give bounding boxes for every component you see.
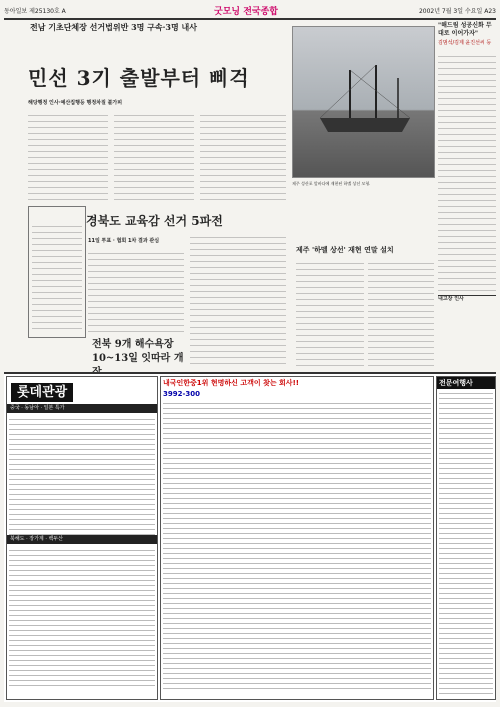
ad1-row2: 북해도 · 장가계 · 백두산 [7,535,157,544]
ad1-listing-b [9,546,155,686]
photo-caption: 제주 성산포 앞바다에 재현된 하멜 상선 모형. [292,181,371,186]
article1-headline: 민선 3기 출발부터 삐걱 [28,66,250,90]
ad2-phone: 3992-300 [163,390,200,398]
section-title: 굿모닝 전국종합 [214,7,278,17]
article1-column-1 [28,110,108,202]
advertisement-section [4,372,496,702]
article2-subhead: 전북 9개 해수욕장 10~13일 잇따라 개 [92,339,184,364]
article2-column-1 [88,248,184,334]
ad3-listings [439,389,493,695]
travel-ad-2[interactable] [160,376,434,700]
article2-headline: 경북도 교육감 선거 5파전 [86,214,223,228]
article1-deck: 해당행정 인사·예산집행등 행정차질 불가피 [28,100,123,106]
article1-column-3 [200,110,286,202]
right-column-text [438,51,496,291]
issue-info: 동아일보 제25130호 A [4,8,66,15]
sidebar-text [32,221,82,331]
right-column-title: "해드림 성공신화 무대로 이어가자" [438,22,492,37]
ad3-title: 전문여행사 [437,377,495,389]
article3-headline: 제주 '하멜 상선' 재현 연말 설치 [296,246,394,254]
date-page: 2002년 7월 3일 수요일 A23 [418,8,496,15]
ship-icon [310,60,420,140]
ad1-row1: 중국 · 동남아 · 일본 특가 [7,404,157,413]
article3-column-2 [368,258,434,366]
right-column [438,22,496,340]
ad2-listings [163,399,431,691]
page-header [4,4,496,20]
travel-ad-3[interactable] [436,376,496,700]
local-news-box-title: 내고장 인사 [438,295,496,303]
right-column-byline: 김범석/김제 윤진선씨 등 [438,40,492,46]
ad1-listing-a [9,415,155,535]
article2-kicker: 11일 투표 · 협회 1차 결과 관심 [88,238,160,244]
sidebar-box [28,206,86,338]
article2-column-2 [190,232,286,366]
ad1-logo: 롯데관광 [11,383,73,402]
article1-subtitle: 전남 기초단체장 선거법위반 3명 구속·3명 내사 [30,22,197,32]
travel-ad-1[interactable] [6,376,158,700]
ad2-headline: 내국인한중1위 현명하신 고객이 찾는 회사!! [163,379,299,387]
article3-column-1 [296,258,364,366]
article1-column-2 [114,110,194,202]
